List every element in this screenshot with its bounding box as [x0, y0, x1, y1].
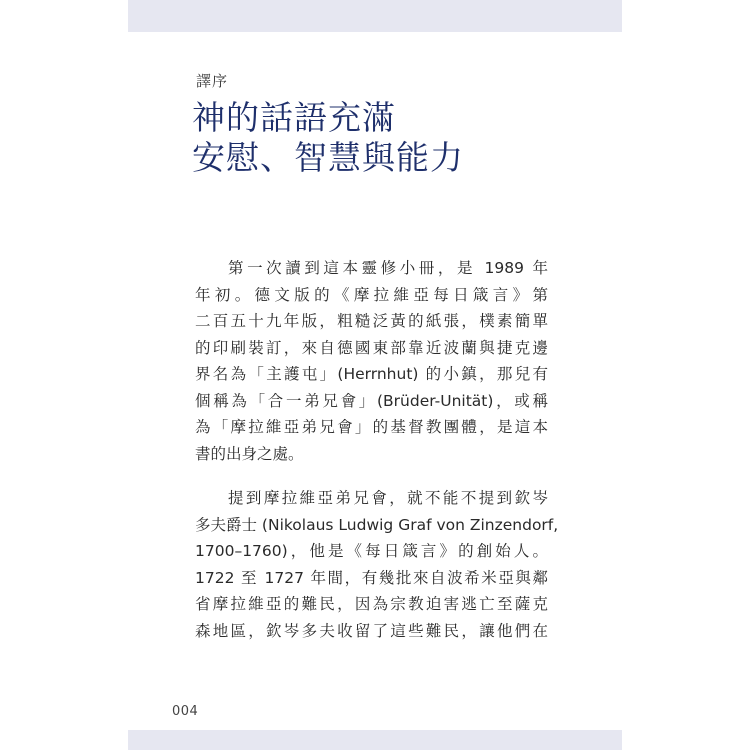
text-line: 年初。德文版的《摩拉維亞每日箴言》第 — [195, 285, 548, 304]
chapter-title — [192, 98, 464, 178]
text-line: 的印刷裝訂，來自德國東部靠近波蘭與捷克邊 — [195, 338, 548, 357]
text-line: 書的出身之處。 — [195, 444, 304, 463]
text-line: 第一次讀到這本靈修小冊，是 1989 年 — [228, 259, 548, 277]
text-line: 二百五十九年版，粗糙泛黃的紙張，樸素簡單 — [195, 312, 548, 330]
text-line: 為「摩拉維亞弟兄會」的基督教團體，是這本 — [195, 418, 548, 436]
text-line: 森地區，欽岑多夫收留了這些難民，讓他們在 — [195, 621, 548, 640]
page-number: 004 — [172, 704, 199, 719]
text-line: 個稱為「合一弟兄會」(Brüder-Unität)，或稱 — [195, 391, 548, 410]
paragraph-2 — [195, 485, 559, 644]
text-line: 1700–1760)，他是《每日箴言》的創始人。 — [195, 542, 548, 560]
text-line: 1722 至 1727 年間，有幾批來自波希米亞與鄰 — [195, 568, 548, 587]
text-line: 界名為「主護屯」(Herrnhut) 的小鎮，那兒有 — [195, 365, 548, 383]
body-text — [195, 255, 559, 644]
text-line: 提到摩拉維亞弟兄會，就不能不提到欽岑 — [228, 489, 548, 507]
top-band — [128, 0, 622, 32]
section-label: 譯序 — [196, 72, 229, 90]
book-page — [128, 0, 622, 750]
chapter-title-line-1: 神的話語充滿 — [192, 98, 396, 137]
text-line: 省摩拉維亞的難民，因為宗教迫害逃亡至薩克 — [195, 595, 548, 613]
chapter-title-line-2: 安慰、智慧與能力 — [192, 138, 464, 177]
bottom-band — [128, 730, 622, 750]
paragraph-gap — [195, 467, 548, 485]
paragraph-1 — [195, 255, 548, 467]
text-line: 多夫爵士 (Nikolaus Ludwig Graf von Zinzendorf, — [195, 515, 559, 534]
